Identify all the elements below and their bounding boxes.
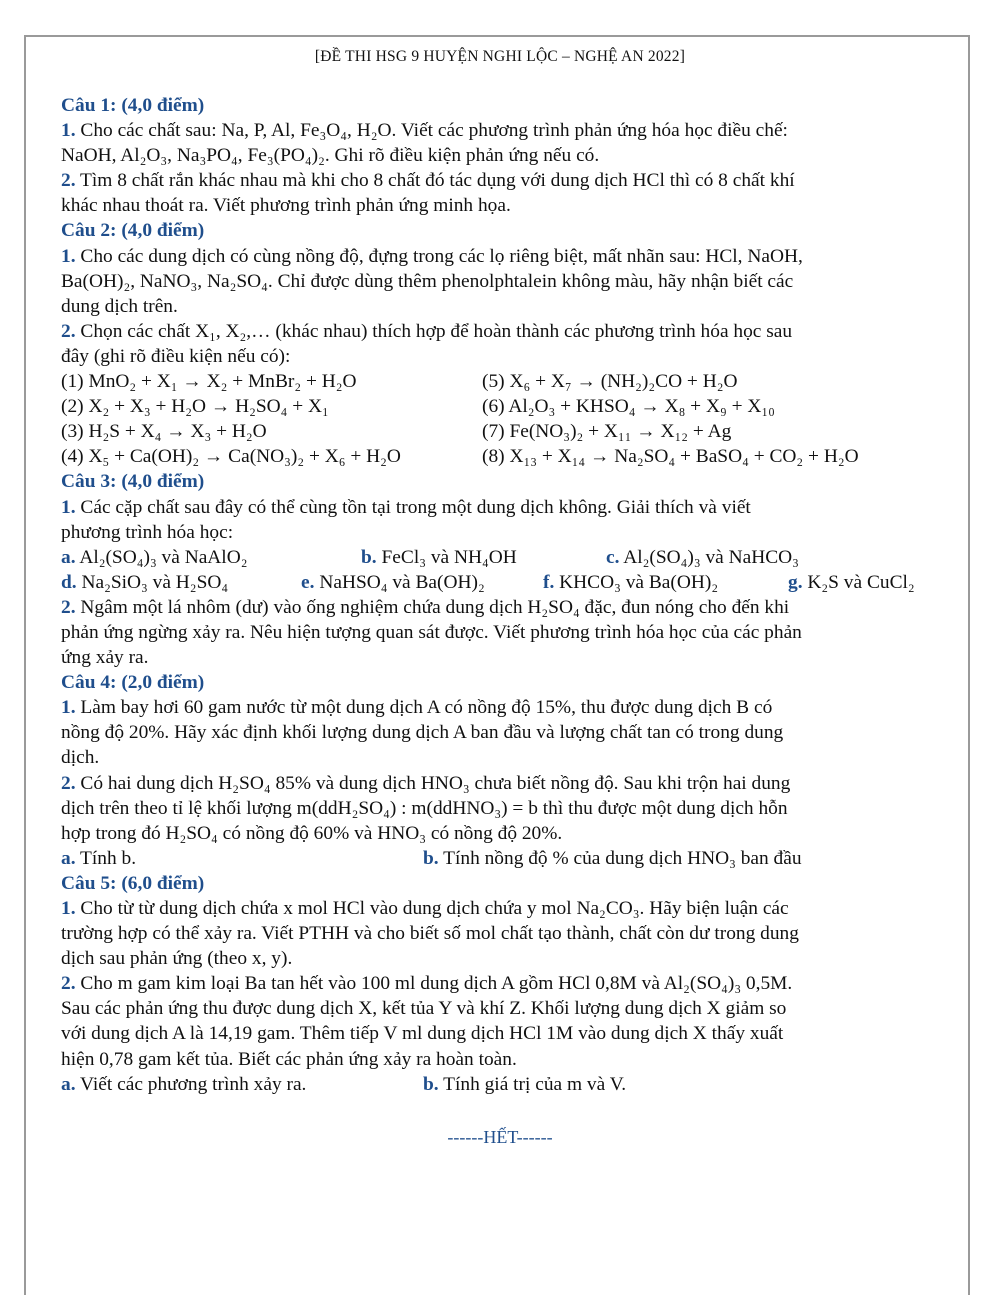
equation-row [61, 444, 941, 469]
q4-sub-a-text: Tính b. [80, 847, 137, 869]
q4-subparts [61, 846, 941, 871]
q4-sub-a [61, 846, 136, 871]
pair-c-label: c. [606, 546, 620, 568]
pair-c-text: Al₂(SO₄)₃ và NaHCO₃ [623, 546, 799, 568]
q5-sub-b-label: b. [423, 1073, 439, 1095]
q5-sub-b [423, 1072, 626, 1097]
q5-part2-line2: Sau các phản ứng thu được dung dịch X, kết tủa Y và khí Z. Khối lượng dung dịch X giảm so [61, 998, 787, 1020]
pair-b [361, 545, 517, 570]
q2-part1-line3: dung dịch trên. [61, 295, 178, 317]
pair-e-label: e. [301, 571, 315, 593]
q3-part2-line1 [61, 595, 941, 620]
end-marker: ------HẾT------ [447, 1127, 553, 1147]
q3-part2-number: 2. [61, 596, 76, 618]
q1-part1-number: 1. [61, 120, 76, 142]
exam-header: [ĐỀ THI HSG 9 HUYỆN NGHI LỘC – NGHỆ AN 2022] [314, 48, 686, 65]
q1-part2-number: 2. [61, 170, 76, 192]
pair-c [606, 545, 799, 570]
pair-e-text: NaHSO₄ và Ba(OH)₂ [319, 571, 485, 593]
q5-part1-line3: dịch sau phản ứng (theo x, y). [61, 948, 293, 970]
equation-1: (1) MnO₂ + X₁ → X₂ + MnBr₂ + H₂O [61, 371, 357, 393]
equation-7: (7) Fe(NO₃)₂ + X₁₁ → X₁₂ + Ag [482, 421, 732, 443]
q3-part1-number: 1. [61, 496, 76, 518]
q5-sub-b-text: Tính giá trị của m và V. [443, 1073, 627, 1095]
q1-part2-text: Tìm 8 chất rắn khác nhau mà khi cho 8 chất đó tác dụng với dung dịch HCl thì có 8 chất khí [80, 170, 795, 192]
equation-5: (5) X₆ + X₇ → (NH₂)₂CO + H₂O [482, 371, 738, 393]
q4-sub-b-label: b. [423, 847, 439, 869]
q2-part1-line2: Ba(OH)₂, NaNO₃, Na₂SO₄. Chỉ được dùng thêm phenolphtalein không màu, hãy nhận biết các [61, 270, 794, 292]
question-1-title: Câu 1: (4,0 điểm) [61, 95, 205, 116]
equation-3: (3) H₂S + X₄ → X₃ + H₂O [61, 421, 267, 443]
question-2-title: Câu 2: (4,0 điểm) [61, 220, 205, 242]
q5-part2-line1 [61, 971, 941, 996]
equation-row [61, 419, 941, 444]
q5-part1-number: 1. [61, 898, 76, 919]
q5-part1-line2: trường hợp có thể xảy ra. Viết PTHH và cho biết số mol chất tạo thành, chất còn dư trong dung [61, 923, 799, 945]
q3-part2-line2: phản ứng ngừng xảy ra. Nêu hiện tượng quan sát được. Viết phương trình hóa học của các phản [61, 621, 802, 643]
pair-g-label: g. [788, 571, 803, 593]
q5-sub-a-label: a. [61, 1073, 76, 1095]
q4-part2-line2: dịch trên theo tỉ lệ khối lượng m(ddH₂SO₄) : m(ddHNO₃) = b thì thu được một dung dịch hỗn [61, 797, 788, 819]
equation-4: (4) X₅ + Ca(OH)₂ → Ca(NO₃)₂ + X₆ + H₂O [61, 446, 401, 468]
equation-row [61, 369, 941, 394]
q4-part2-line1 [61, 771, 941, 796]
pair-a [61, 545, 247, 570]
q5-part2-line4: hiện 0,78 gam kết tủa. Biết các phản ứng xảy ra hoàn toàn. [61, 1048, 517, 1070]
q4-part2-line3: hợp trong đó H₂SO₄ có nồng độ 60% và HNO₃ có nồng độ 20%. [61, 822, 563, 844]
q4-part1-line2: nồng độ 20%. Hãy xác định khối lượng dung dịch A ban đầu và lượng chất tan có trong dung [61, 722, 784, 744]
q3-part1-line2: phương trình hóa học: [61, 521, 234, 543]
q1-part1-text: Cho các chất sau: Na, P, Al, Fe₃O₄, H₂O. Viết các phương trình phản ứng hóa học điều chế: [80, 120, 788, 142]
pair-row-1 [61, 545, 941, 570]
q1-part2-line2: khác nhau thoát ra. Viết phương trình phản ứng minh họa. [61, 195, 511, 217]
pair-row-2 [61, 570, 941, 595]
q1-part1-line2: NaOH, Al₂O₃, Na₃PO₄, Fe₃(PO₄)₂. Ghi rõ điều kiện phản ứng nếu có. [61, 145, 600, 167]
pair-g-text: K₂S và CuCl₂ [807, 571, 915, 593]
q5-part1-line1 [61, 896, 941, 921]
equation-8: (8) X₁₃ + X₁₄ → Na₂SO₄ + BaSO₄ + CO₂ + H₂O [482, 446, 859, 468]
pair-b-text: FeCl₃ và NH₄OH [381, 546, 517, 568]
q4-part1-line1 [61, 695, 941, 720]
q3-part1-text: Các cặp chất sau đây có thể cùng tồn tại trong một dung dịch không. Giải thích và viết [80, 496, 751, 518]
q2-part2-line1 [61, 319, 941, 344]
q5-sub-a-text: Viết các phương trình xảy ra. [80, 1073, 307, 1095]
pair-a-text: Al₂(SO₄)₃ và NaAlO₂ [79, 546, 248, 568]
q4-part1-line3: dịch. [61, 747, 100, 769]
pair-a-label: a. [61, 546, 76, 568]
q5-part2-number: 2. [61, 973, 76, 995]
q5-part1-text: Cho từ từ dung dịch chứa x mol HCl vào dung dịch chứa y mol Na₂CO₃. Hãy biện luận các [80, 898, 789, 919]
q2-part2-number: 2. [61, 320, 76, 342]
q4-part1-text: Làm bay hơi 60 gam nước từ một dung dịch A có nồng độ 15%, thu được dung dịch B có [80, 697, 773, 719]
q4-part2-number: 2. [61, 772, 76, 794]
q1-part2-line1 [61, 168, 941, 193]
q2-part1-text: Cho các dung dịch có cùng nồng độ, đựng trong các lọ riêng biệt, mất nhãn sau: HCl, NaOH, [80, 245, 803, 267]
pair-d [61, 570, 228, 595]
q2-part2-line2: đây (ghi rõ điều kiện nếu có): [61, 345, 291, 367]
pair-d-text: Na₂SiO₃ và H₂SO₄ [81, 571, 229, 593]
q2-part1-line1 [61, 244, 941, 269]
pair-g [788, 570, 915, 595]
pair-e [301, 570, 485, 595]
pair-f-label: f. [543, 571, 555, 593]
q5-part2-text: Cho m gam kim loại Ba tan hết vào 100 ml dung dịch A gồm HCl 0,8M và Al₂(SO₄)₃ 0,5M. [80, 973, 793, 995]
q5-part2-line3: với dung dịch A là 14,19 gam. Thêm tiếp V ml dung dịch HCl 1M vào dung dịch X thấy xuất [61, 1023, 784, 1045]
pair-f [543, 570, 718, 595]
q5-sub-a [61, 1072, 306, 1097]
q4-sub-b-text: Tính nồng độ % của dung dịch HNO₃ ban đầu [443, 847, 802, 869]
equation-2: (2) X₂ + X₃ + H₂O → H₂SO₄ + X₁ [61, 396, 329, 418]
pair-d-label: d. [61, 571, 77, 593]
question-3-title: Câu 3: (4,0 điểm) [61, 471, 205, 493]
q4-part1-number: 1. [61, 697, 76, 719]
equation-6: (6) Al₂O₃ + KHSO₄ → X₈ + X₉ + X₁₀ [482, 396, 775, 418]
q3-part2-line3: ứng xảy ra. [61, 647, 149, 669]
equation-row [61, 394, 941, 419]
q4-sub-b [423, 846, 802, 871]
q5-subparts [61, 1072, 941, 1097]
q2-part1-number: 1. [61, 245, 76, 267]
q4-sub-a-label: a. [61, 847, 76, 869]
pair-b-label: b. [361, 546, 377, 568]
q2-part2-text: Chọn các chất X₁, X₂,… (khác nhau) thích hợp để hoàn thành các phương trình hóa học sau [80, 320, 793, 342]
q4-part2-text: Có hai dung dịch H₂SO₄ 85% và dung dịch HNO₃ chưa biết nồng độ. Sau khi trộn hai dung [80, 772, 791, 794]
q1-part1-line1 [61, 118, 941, 143]
question-4-title: Câu 4: (2,0 điểm) [61, 672, 205, 694]
question-5-title: Câu 5: (6,0 điểm) [61, 872, 205, 894]
exam-content [61, 93, 941, 1097]
q3-part1-line1 [61, 495, 941, 520]
q3-part2-text: Ngâm một lá nhôm (dư) vào ống nghiệm chứa dung dịch H₂SO₄ đặc, đun nóng cho đến khi [80, 596, 790, 618]
pair-f-text: KHCO₃ và Ba(OH)₂ [559, 571, 719, 593]
